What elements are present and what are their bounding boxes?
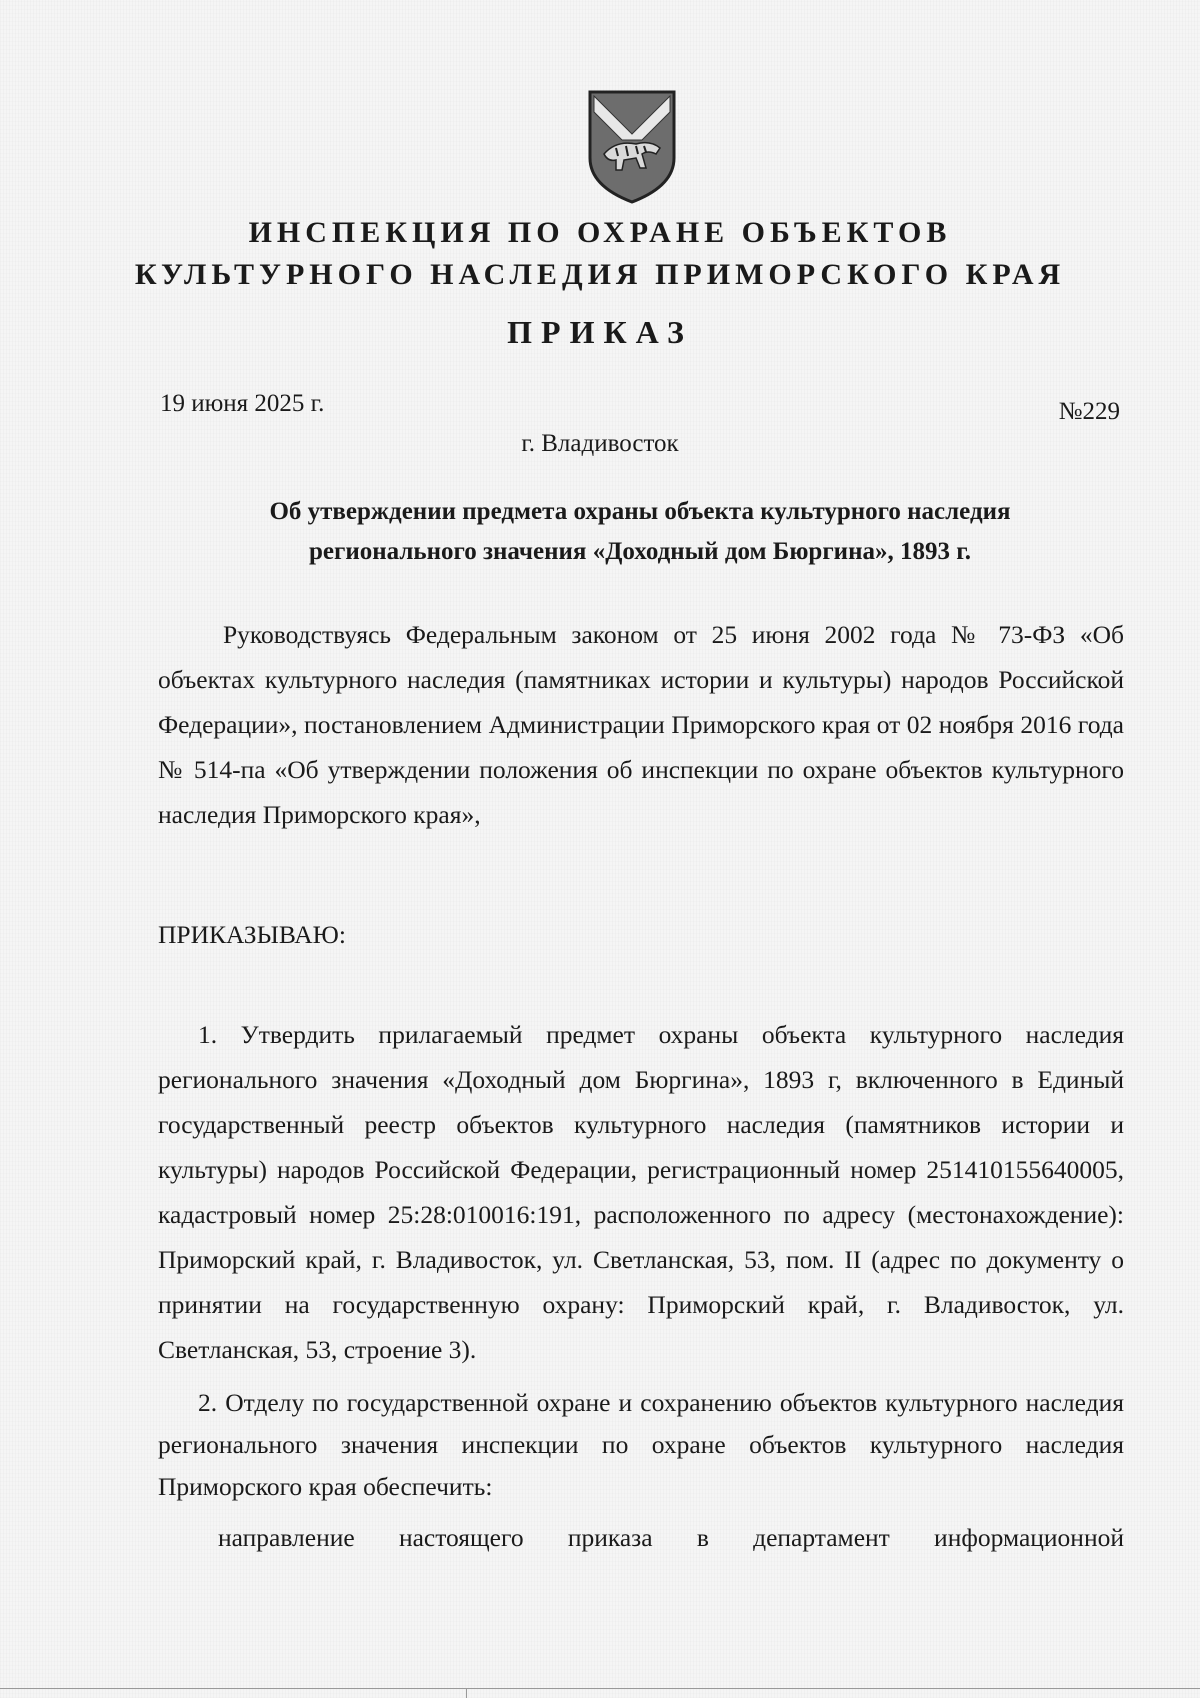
document-title xyxy=(160,492,1120,572)
primorsky-coat-of-arms-icon xyxy=(586,88,678,206)
organization-name-line1: ИНСПЕКЦИЯ ПО ОХРАНЕ ОБЪЕКТОВ xyxy=(248,216,952,249)
document-city: г. Владивосток xyxy=(521,430,679,457)
order-item-2-subitem: направление настоящего приказа в департамент информационной xyxy=(218,1523,1124,1552)
order-word: ПРИКАЗЫВАЮ: xyxy=(158,920,346,949)
organization-name-line2: КУЛЬТУРНОГО НАСЛЕДИЯ ПРИМОРСКОГО КРАЯ xyxy=(134,258,1066,291)
document-number: №229 xyxy=(1058,398,1120,425)
order-item-2: 2. Отделу по государственной охране и сохранению объектов культурного наследия регионального значения инспекции по охране объектов культурного наследия Приморского края обеспечить: xyxy=(158,1388,1124,1501)
document-title-line2: регионального значения «Доходный дом Бюргина», 1893 г. xyxy=(308,538,972,565)
document-title-line1: Об утверждении предмета охраны объекта культурного наследия xyxy=(269,498,1011,525)
page-bottom-tick xyxy=(466,1688,467,1698)
page-bottom-divider xyxy=(0,1688,1200,1689)
order-item-1: 1. Утвердить прилагаемый предмет охраны объекта культурного наследия регионального значения «Доходный дом Бюргина», 1893 г, включенного в Единый государственный реестр объектов культурного наследия (памятников истории и культуры) народов Российской Федерации, регистрационный номер 251410155640005, кадастровый номер 25:28:010016:191, расположенного по адресу (местонахождение): Приморский край, г. Владивосток, ул. Светланская, 53, пом. II (адрес по документу о принятии на государственную охрану: Приморский край, г. Владивосток, ул. Светланская, 53, строение 3). xyxy=(158,1020,1124,1364)
preamble-paragraph: Руководствуясь Федеральным законом от 25 июня 2002 года № 73-ФЗ «Об объектах культурного наследия (памятниках истории и культуры) народов Российской Федерации», постановлением Администрации Приморского края от 02 ноября 2016 года № 514-па «Об утверждении положения об инспекции по охране объектов культурного наследия Приморского края», xyxy=(158,620,1124,829)
document-type: ПРИКАЗ xyxy=(507,314,693,350)
document-date: 19 июня 2025 г. xyxy=(160,390,325,417)
